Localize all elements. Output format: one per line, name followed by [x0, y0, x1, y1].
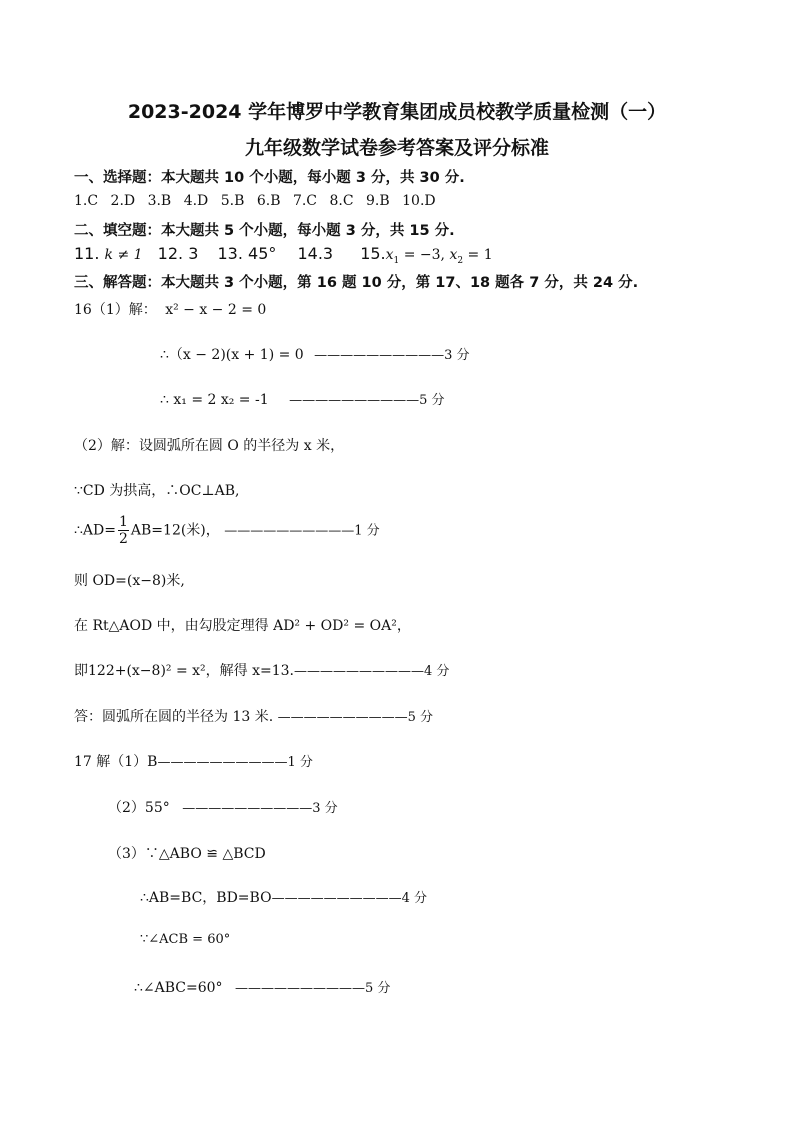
answer-15-label: 15.	[360, 244, 386, 263]
document-title: 2023-2024 学年博罗中学教育集团成员校教学质量检测（一）	[127, 101, 667, 123]
q17-part3-line3	[134, 977, 390, 996]
q16-answer-text: 答：圆弧所在圆的半径为 13 米.	[74, 709, 274, 725]
answer-13: 13. 45°	[217, 244, 277, 263]
choice-answers	[74, 193, 436, 209]
answer-item: 7.C	[292, 193, 318, 209]
score-mark: ——————————5 分	[277, 710, 434, 725]
q17-angle-result: ∴∠ABC=60°	[134, 980, 223, 996]
q16-equation: x² − x − 2 = 0	[165, 302, 267, 318]
score-mark: ——————————5 分	[289, 393, 445, 408]
q17-part1	[74, 751, 313, 771]
fill-answers	[74, 244, 493, 266]
q16-part2-line3: 则 OD=(x−8)米,	[74, 573, 185, 589]
score-mark: ——————————5 分	[235, 981, 391, 996]
q17-part2-answer: （2）55°	[108, 800, 170, 816]
q16-part2-line1: ∵CD 为拱高，∴OC⊥AB,	[74, 483, 240, 499]
q16-solution: ∴ x₁ = 2 x₂ = -1	[160, 392, 269, 408]
score-mark: ——————————4 分	[294, 664, 450, 679]
q16-part1	[74, 299, 266, 319]
answer-item: 9.B	[366, 193, 390, 209]
q17-equal-sides: ∴AB=BC，BD=BO	[140, 890, 272, 906]
q16-part2-line4: 在 Rt△AOD 中，由勾股定理得 AD² + OD² = OA²，	[74, 618, 411, 634]
answer-11-expr: k ≠ 1	[104, 247, 143, 263]
answer-15-expr: $x_1 = -3$, $x_2 = 1$	[385, 247, 493, 266]
answer-item: 2.D	[110, 193, 136, 209]
q16-part2-line2	[74, 514, 380, 547]
answer-item: 6.B	[256, 193, 281, 209]
answer-item: 8.C	[329, 193, 354, 209]
q16-solve-x: 即122+(x−8)² = x²，解得 x=13.	[74, 663, 295, 679]
q16-ad-label: ∴AD=	[74, 522, 116, 539]
answer-item: 4.D	[183, 193, 209, 209]
document-subtitle: 九年级数学试卷参考答案及评分标准	[244, 137, 549, 159]
q16-ab-value: AB=12(米)，	[130, 522, 220, 539]
answer-item: 10.D	[402, 193, 436, 209]
q17-part1-answer: 17 解（1）B	[74, 754, 158, 770]
score-mark: ——————————3 分	[314, 348, 470, 363]
fraction-half: $\frac{1}{2}$	[118, 514, 128, 547]
q17-part3-line2: ∵∠ACB = 60°	[140, 932, 231, 947]
q17-part2	[108, 797, 338, 817]
answer-item: 1.C	[74, 193, 99, 209]
q16-part2-line5	[74, 660, 449, 680]
score-mark: ——————————1 分	[157, 755, 313, 770]
answer-item: 3.B	[147, 193, 172, 209]
answer-item: 5.B	[220, 193, 245, 209]
q16-part1-label: 16（1）解：	[74, 302, 157, 318]
score-mark: ——————————4 分	[271, 891, 427, 906]
q16-factor: ∴（x − 2)(x + 1) = 0	[160, 347, 304, 363]
score-mark: ——————————3 分	[182, 801, 338, 816]
section-heading-choice: 一、选择题：本大题共 10 个小题，每小题 3 分，共 30 分.	[74, 170, 465, 186]
q16-part2-answer	[74, 706, 433, 726]
section-heading-solve: 三、解答题：本大题共 3 个小题，第 16 题 10 分，第 17、18 题各 7 分，共 24 分.	[74, 275, 639, 291]
q16-part2-intro: （2）解：设圆弧所在圆 O 的半径为 x 米，	[74, 438, 345, 454]
q17-part3: （3）∵△ABO ≌ △BCD	[108, 846, 266, 862]
answer-14: 14.3	[297, 244, 334, 263]
q17-part3-line1	[140, 887, 427, 907]
q16-step2	[160, 389, 445, 408]
score-mark: ——————————1 分	[224, 523, 380, 539]
answer-12: 12. 3	[157, 244, 199, 263]
section-heading-fill: 二、填空题：本大题共 5 个小题，每小题 3 分，共 15 分.	[74, 223, 455, 239]
answer-11-label: 11.	[74, 244, 100, 263]
q16-step1	[160, 344, 470, 364]
